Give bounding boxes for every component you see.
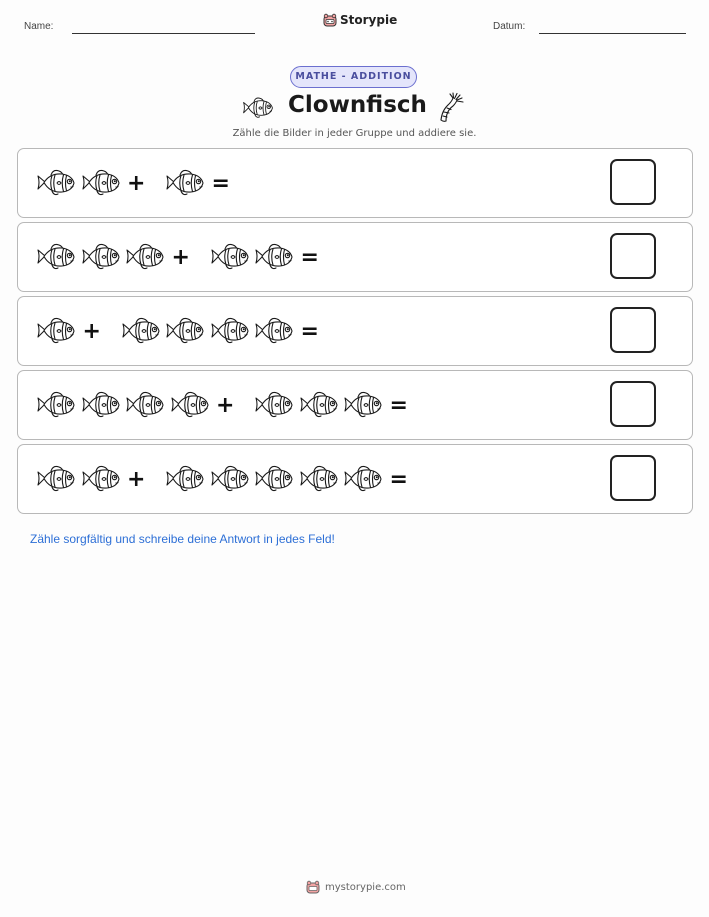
clownfish-icon xyxy=(210,241,250,273)
answer-box[interactable] xyxy=(610,381,656,427)
footer xyxy=(306,880,406,894)
plus-sign: + xyxy=(171,244,190,270)
clownfish-icon xyxy=(81,389,121,421)
brand-name: Storypie xyxy=(340,13,398,27)
equals-sign: = xyxy=(389,392,408,418)
plus-sign: + xyxy=(127,170,146,196)
problem-list xyxy=(17,148,693,518)
problem-row xyxy=(17,222,693,292)
addition-expression xyxy=(36,297,339,365)
worksheet-header xyxy=(0,0,709,50)
clownfish-icon xyxy=(36,389,76,421)
clownfish-icon xyxy=(242,95,274,121)
date-label: Datum: xyxy=(493,21,526,32)
storypie-logo-icon xyxy=(306,880,320,894)
clownfish-icon xyxy=(254,463,294,495)
addition-expression xyxy=(36,223,339,291)
clownfish-icon xyxy=(36,241,76,273)
answer-box[interactable] xyxy=(610,307,656,353)
clownfish-icon xyxy=(165,315,205,347)
clownfish-icon xyxy=(165,463,205,495)
clownfish-icon xyxy=(165,167,205,199)
instruction-text: Zähle sorgfältig und schreibe deine Antwort in jedes Feld! xyxy=(30,532,335,546)
clownfish-icon xyxy=(299,389,339,421)
clownfish-icon xyxy=(81,241,121,273)
name-label: Name: xyxy=(24,21,54,32)
subject-badge: MATHE - ADDITION xyxy=(290,66,417,88)
clownfish-icon xyxy=(36,463,76,495)
clownfish-icon xyxy=(254,241,294,273)
storypie-logo-icon xyxy=(323,13,337,27)
clownfish-icon xyxy=(343,389,383,421)
problem-row xyxy=(17,370,693,440)
title-row xyxy=(0,92,709,124)
clownfish-icon xyxy=(254,389,294,421)
problem-row xyxy=(17,148,693,218)
clownfish-icon xyxy=(121,315,161,347)
name-line[interactable] xyxy=(72,33,255,34)
problem-row xyxy=(17,444,693,514)
clownfish-icon xyxy=(254,315,294,347)
answer-box[interactable] xyxy=(610,455,656,501)
addition-expression xyxy=(36,371,428,439)
clownfish-icon xyxy=(125,389,165,421)
clownfish-icon xyxy=(299,463,339,495)
addition-expression xyxy=(36,445,428,513)
addition-expression xyxy=(36,149,250,217)
answer-box[interactable] xyxy=(610,159,656,205)
equals-sign: = xyxy=(389,466,408,492)
clownfish-icon xyxy=(81,463,121,495)
clownfish-icon xyxy=(125,241,165,273)
clownfish-icon xyxy=(36,167,76,199)
plus-sign: + xyxy=(127,466,146,492)
instructions-subtitle: Zähle die Bilder in jeder Gruppe und addiere sie. xyxy=(232,128,477,139)
plus-sign: + xyxy=(216,392,235,418)
answer-box[interactable] xyxy=(610,233,656,279)
plus-sign: + xyxy=(82,318,101,344)
clownfish-icon xyxy=(210,463,250,495)
problem-row xyxy=(17,296,693,366)
equals-sign: = xyxy=(300,318,319,344)
clownfish-icon xyxy=(81,167,121,199)
clownfish-icon xyxy=(36,315,76,347)
sea-anemone-icon xyxy=(437,92,465,122)
clownfish-icon xyxy=(170,389,210,421)
storypie-logo xyxy=(323,13,397,27)
equals-sign: = xyxy=(300,244,319,270)
footer-url[interactable]: mystorypie.com xyxy=(325,881,406,893)
clownfish-icon xyxy=(210,315,250,347)
page-title: Clownfisch xyxy=(288,92,427,118)
clownfish-icon xyxy=(343,463,383,495)
date-line[interactable] xyxy=(539,33,686,34)
equals-sign: = xyxy=(211,170,230,196)
